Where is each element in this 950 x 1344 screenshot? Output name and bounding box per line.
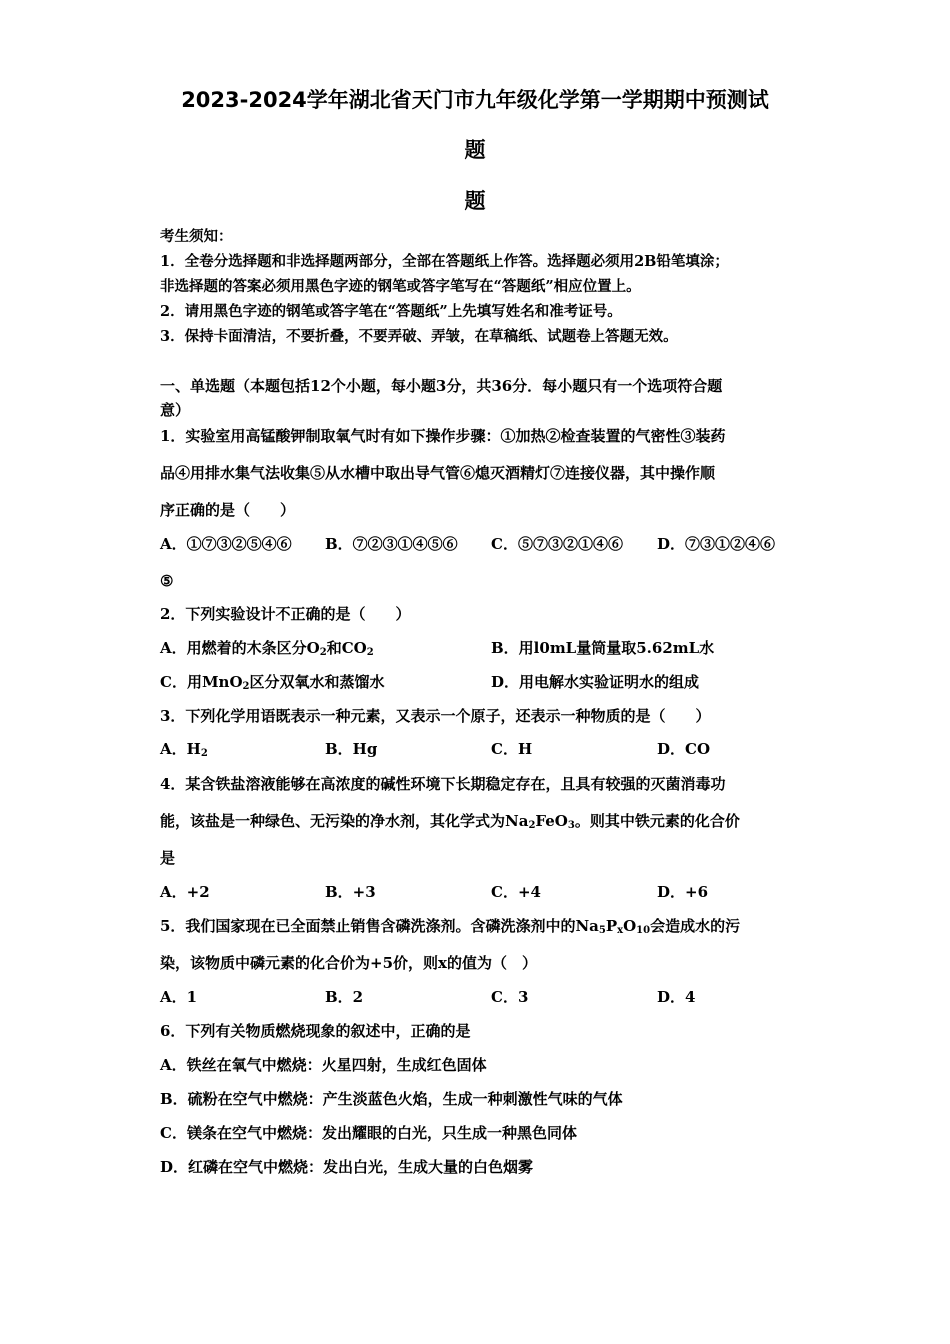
question-2-option-b: B．用l0mL量筒量取5.62mL水 xyxy=(491,639,715,657)
question-6-line-1: 6．下列有关物质燃烧现象的叙述中，正确的是 xyxy=(160,1022,471,1040)
question-6-option-a: A．铁丝在氧气中燃烧：火星四射，生成红色固体 xyxy=(160,1056,487,1074)
page-title-line-1: 2023-2024学年湖北省天门市九年级化学第一学期期中预测试 xyxy=(181,88,769,112)
question-2-option-a: A．用燃着的木条区分$O_2$和$CO_2$ xyxy=(160,639,374,658)
question-5-option-a: A．1 xyxy=(160,988,198,1006)
question-2-line-1: 2．下列实验设计不正确的是（ ） xyxy=(160,605,411,623)
question-6-option-c: C．镁条在空气中燃烧：发出耀眼的白光，只生成一种黑色同体 xyxy=(160,1124,577,1142)
question-4-option-c: C．+4 xyxy=(491,883,541,901)
question-2-option-d: D．用电解水实验证明水的组成 xyxy=(491,673,700,691)
question-1-line-2: 品④用排水集气法收集⑤从水槽中取出导气管⑥熄灭酒精灯⑦连接仪器，其中操作顺 xyxy=(160,464,716,482)
question-1-option-a: A．①⑦③②⑤④⑥ xyxy=(160,535,292,553)
question-5-option-c: C．3 xyxy=(491,988,529,1006)
question-3-option-a: A．$H_2$ xyxy=(160,740,208,759)
question-1-line-1: 1．实验室用高锰酸钾制取氧气时有如下操作步骤：①加热②检查装置的气密性③装药 xyxy=(160,427,726,445)
question-4-line-3: 是 xyxy=(160,849,176,867)
question-1-option-b: B．⑦②③①④⑤⑥ xyxy=(325,535,458,553)
page-title-line-2: 题 xyxy=(464,138,486,162)
question-6-option-d: D．红磷在空气中燃烧：发出白光，生成大量的白色烟雾 xyxy=(160,1158,534,1176)
question-5-line-1: 5．我们国家现在已全面禁止销售含磷洗涤剂。含磷洗涤剂中的$Na_5P_xO_{10}$会造成水的污 xyxy=(160,917,741,936)
question-5-option-d: D．4 xyxy=(657,988,696,1006)
question-3-option-d: D．CO xyxy=(657,740,711,758)
question-4-line-2: 能，该盐是一种绿色、无污染的净水剂，其化学式为$Na_2FeO_3$。则其中铁元素的化合价 xyxy=(160,812,740,831)
notice-item-2: 2．请用黑色字迹的钢笔或答字笔在“答题纸”上先填写姓名和准考证号。 xyxy=(160,303,622,320)
question-3-option-c: C．H xyxy=(491,740,533,758)
notice-item-3: 3．保持卡面清洁，不要折叠，不要弄破、弄皱，在草稿纸、试题卷上答题无效。 xyxy=(160,328,678,345)
question-3-line-1: 3．下列化学用语既表示一种元素，又表示一个原子，还表示一种物质的是（ ） xyxy=(160,707,711,725)
notice-item-1-line-2: 非选择题的答案必须用黑色字迹的钢笔或答字笔写在“答题纸”相应位置上。 xyxy=(160,278,641,295)
section-heading-line-2: 意） xyxy=(160,401,191,419)
question-1-option-d: D．⑦③①②④⑥ xyxy=(657,535,776,553)
question-3-option-b: B．Hg xyxy=(325,740,378,758)
question-4-option-b: B．+3 xyxy=(325,883,376,901)
question-5-option-b: B．2 xyxy=(325,988,364,1006)
question-4-option-a: A．+2 xyxy=(160,883,210,901)
notice-heading: 考生须知： xyxy=(160,228,233,245)
page-title-line-3: 题 xyxy=(464,189,486,213)
notice-item-1-line-1: 1．全卷分选择题和非选择题两部分，全部在答题纸上作答。选择题必须用2B铅笔填涂； xyxy=(160,253,729,270)
question-4-option-d: D．+6 xyxy=(657,883,709,901)
question-1-option-d-wrap: ⑤ xyxy=(160,572,174,590)
section-heading-line-1: 一、单选题（本题包括12个小题，每小题3分，共36分．每小题只有一个选项符合题 xyxy=(160,377,723,395)
question-6-option-b: B．硫粉在空气中燃烧：产生淡蓝色火焰，生成一种刺激性气味的气体 xyxy=(160,1090,623,1108)
question-1-option-c: C．⑤⑦③②①④⑥ xyxy=(491,535,623,553)
question-1-line-3: 序正确的是（ ） xyxy=(160,501,296,519)
question-4-line-1: 4．某含铁盐溶液能够在高浓度的碱性环境下长期稳定存在，且具有较强的灭菌消毒功 xyxy=(160,775,726,793)
question-2-option-c: C．用MnO$_2$区分双氧水和蒸馏水 xyxy=(160,673,385,692)
question-5-line-2: 染，该物质中磷元素的化合价为+5价，则x的值为（ ） xyxy=(160,954,537,972)
